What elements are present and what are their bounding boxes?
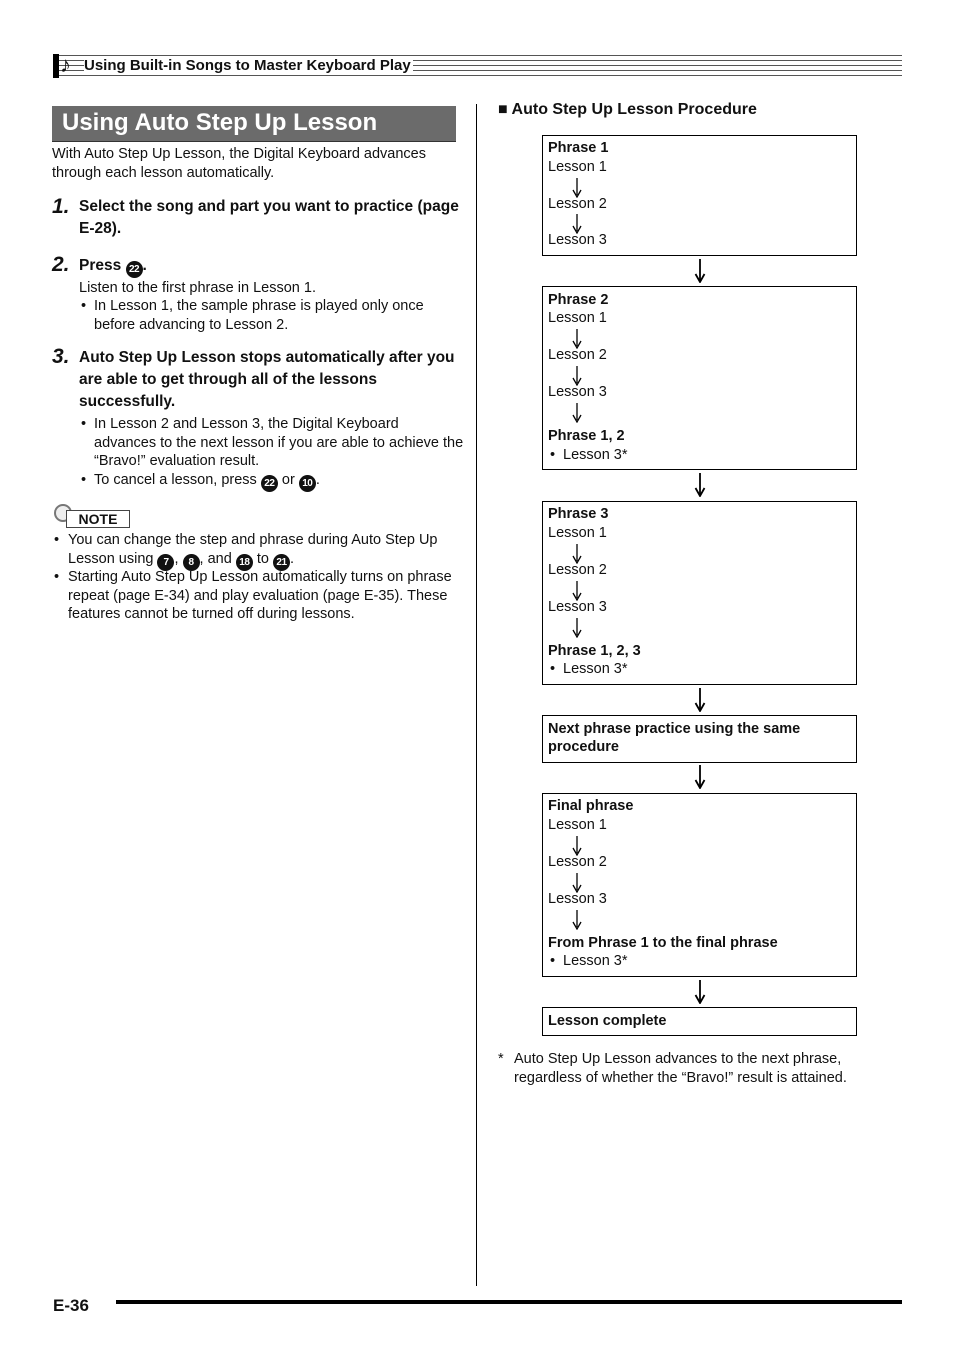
step-3-bullet-1-text: In Lesson 2 and Lesson 3, the Digital Keyboard advances to the next lesson if you are able to achieve the “Bravo!” evaluation result. (94, 416, 464, 469)
step-2-number: 2. (52, 253, 70, 276)
procedure-heading (498, 101, 757, 119)
lesson-1-label: Lesson 1 (548, 525, 607, 541)
button-22-icon: 22 (261, 475, 278, 492)
phrase-1-title: Phrase 1 (548, 140, 609, 156)
lesson-3-star-label: • Lesson 3* (550, 953, 628, 969)
and-text: , and (199, 550, 232, 567)
step-2-press-label: Press (79, 257, 122, 274)
note-label: NOTE (66, 510, 130, 528)
lesson-3-label: Lesson 3 (548, 232, 607, 248)
phrase-123-title: Phrase 1, 2, 3 (548, 643, 641, 659)
page-number: E-36 (53, 1296, 89, 1315)
header-title: Using Built-in Songs to Master Keyboard Play (84, 57, 411, 74)
lesson-3-label: Lesson 3 (548, 599, 607, 615)
step-3-text: Auto Step Up Lesson stops automatically after you are able to get through all of the lessons successfully. (79, 349, 455, 410)
note-item-1: • You can change the step and phrase during Auto Step Up Lesson using 7 , 8 , and 18 to 21 . (52, 531, 470, 571)
flow-arrow-icon (694, 259, 706, 283)
note-icon (54, 506, 130, 528)
step-1-text: Select the song and part you want to practice (page E-28). (79, 198, 459, 237)
step-2-bullet-text: In Lesson 1, the sample phrase is played only once before advancing to Lesson 2. (94, 298, 424, 333)
lesson-2-label: Lesson 2 (548, 854, 607, 870)
lesson-1-label: Lesson 1 (548, 817, 607, 833)
cancel-text: To cancel a lesson, press (94, 472, 257, 488)
phrase-3-title: Phrase 3 (548, 506, 609, 522)
asterisk-mark: * (498, 1051, 504, 1067)
lesson-3-star-label: • Lesson 3* (550, 661, 628, 677)
step-2-period: . (142, 257, 147, 274)
footnote-text: Auto Step Up Lesson advances to the next phrase, regardless of whether the “Bravo!” result is attained. (514, 1051, 847, 1086)
lesson-2-label: Lesson 2 (548, 347, 607, 363)
section-title: Using Auto Step Up Lesson (62, 109, 378, 136)
step-1-number: 1. (52, 195, 70, 218)
to-text: to (256, 550, 269, 567)
phrase-3-box (542, 501, 857, 685)
flow-arrow-icon (694, 688, 706, 712)
step-2-desc: Listen to the first phrase in Lesson 1. (79, 280, 316, 296)
final-phrase-title: Final phrase (548, 798, 634, 814)
note-item-2-text: Starting Auto Step Up Lesson automatically turns on phrase repeat (page E-34) and play evaluation (page E-35). These features cannot be turned off during lessons. (68, 569, 452, 622)
flow-arrow-icon (694, 765, 706, 789)
phrase-2-box (542, 286, 857, 470)
from-phrase-1-title: From Phrase 1 to the final phrase (548, 935, 778, 951)
lesson-1-label: Lesson 1 (548, 159, 607, 175)
button-21-icon: 21 (273, 554, 290, 571)
footer-rule (116, 1300, 902, 1304)
period-text: . (289, 550, 295, 567)
next-phrase-text: Next phrase practice using the same procedure (548, 721, 801, 755)
note-item-1-text: You can change the step and phrase during Auto Step Up Lesson using (68, 532, 438, 567)
down-arrow-icon (572, 403, 582, 423)
period-text: . (315, 472, 320, 488)
lesson-2-label: Lesson 2 (548, 562, 607, 578)
comma-text: , (174, 550, 179, 567)
lesson-3-label: Lesson 3 (548, 384, 607, 400)
button-18-icon: 18 (236, 554, 253, 571)
button-10-icon: 10 (299, 475, 316, 492)
flow-arrow-icon (694, 980, 706, 1004)
column-divider (476, 104, 477, 1286)
lesson-complete-box (542, 1007, 857, 1036)
button-7-icon: 7 (157, 554, 174, 571)
square-bullet-icon: ■ (498, 101, 508, 118)
step-3-bullet-1: • In Lesson 2 and Lesson 3, the Digital Keyboard advances to the next lesson if you are able to achieve the “Bravo!” evaluation result. (81, 416, 464, 469)
phrase-1-box (542, 135, 857, 256)
lesson-1-label: Lesson 1 (548, 310, 607, 326)
section-heading (52, 106, 456, 142)
intro-text: With Auto Step Up Lesson, the Digital Keyboard advances through each lesson automatically. (52, 146, 426, 181)
down-arrow-icon (572, 618, 582, 638)
step-2-bullet: • In Lesson 1, the sample phrase is played only once before advancing to Lesson 2. (81, 298, 424, 333)
button-22-icon: 22 (126, 261, 143, 278)
phrase-2-title: Phrase 2 (548, 292, 609, 308)
lesson-2-label: Lesson 2 (548, 196, 607, 212)
next-phrase-box (542, 715, 857, 763)
lesson-3-star-label: • Lesson 3* (550, 447, 628, 463)
button-8-icon: 8 (183, 554, 200, 571)
music-note-icon: ♪ (60, 52, 71, 77)
phrase-12-title: Phrase 1, 2 (548, 428, 625, 444)
down-arrow-icon (572, 910, 582, 930)
flow-arrow-icon (694, 473, 706, 497)
step-3-bullet-2: • To cancel a lesson, press 22 or 10 . (79, 471, 464, 492)
or-text: or (281, 472, 295, 488)
final-phrase-box (542, 793, 857, 977)
step-3-number: 3. (52, 345, 70, 368)
step-2-text (79, 255, 147, 278)
note-item-2: • Starting Auto Step Up Lesson automatically turns on phrase repeat (page E-34) and play evaluation (page E-35). These features cannot be turned off during lessons. (54, 569, 452, 622)
footnote (498, 1050, 874, 1087)
lesson-3-label: Lesson 3 (548, 891, 607, 907)
procedure-heading-text: Auto Step Up Lesson Procedure (511, 101, 757, 118)
lesson-complete-text: Lesson complete (548, 1013, 667, 1029)
